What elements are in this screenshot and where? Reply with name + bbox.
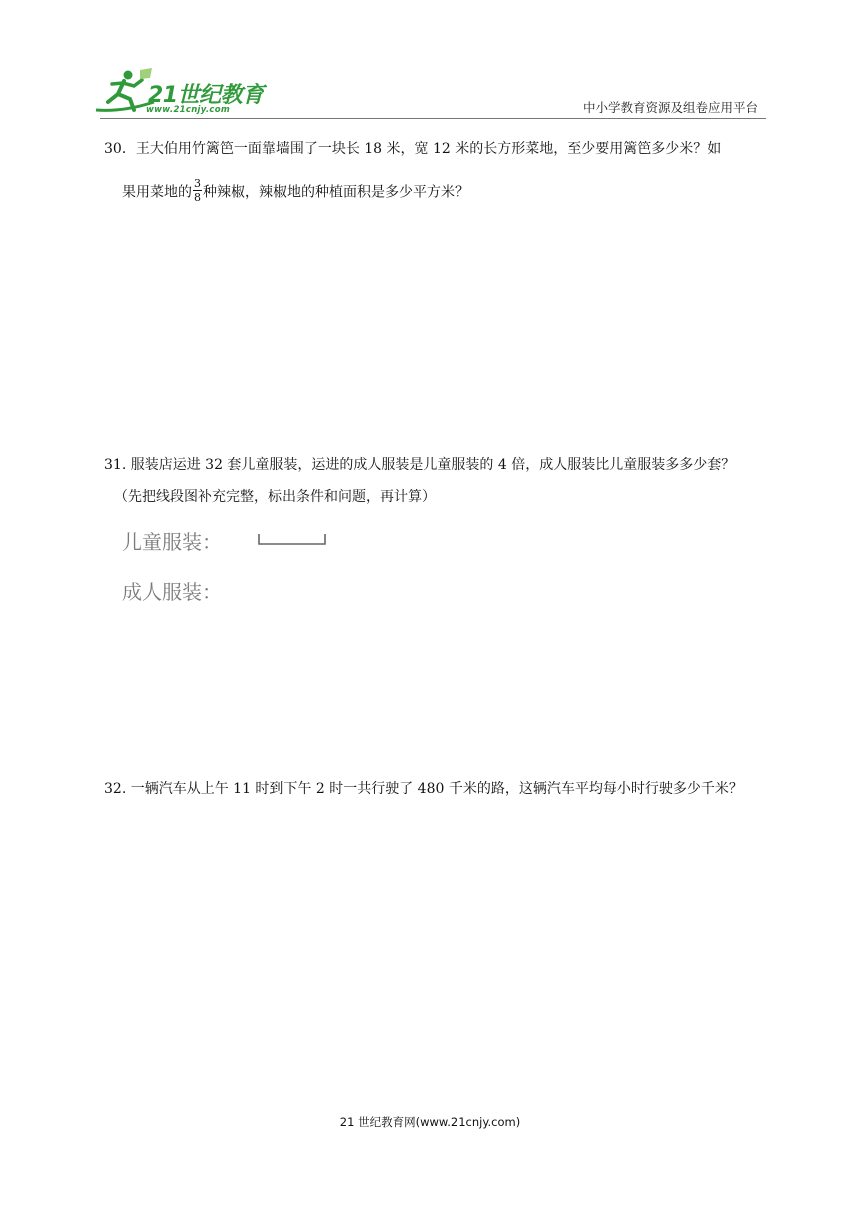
logo-text: 21世纪教育 bbox=[148, 83, 264, 108]
logo-url: www.21cnjy.com bbox=[146, 105, 230, 115]
platform-name: 中小学教育资源及组卷应用平台 bbox=[582, 100, 758, 115]
question-30-text-before-fraction: 果用菜地的 bbox=[122, 184, 192, 201]
segment-label-child-clothing: 儿童服装： bbox=[122, 530, 222, 554]
child-clothing-segment bbox=[258, 532, 326, 546]
question-30-line-2 bbox=[122, 177, 469, 205]
question-32-line-1: 32. 一辆汽车从上午 11 时到下午 2 时一共行驶了 480 千米的路，这辆汽车平均每小时行驶多少千米？ bbox=[104, 781, 743, 797]
page-footer: 21 世纪教育网(www.21cnjy.com) bbox=[339, 1115, 521, 1129]
fraction-three-eighths: $\frac{3}{8}$ bbox=[194, 177, 201, 204]
question-30-line-1: 30．王大伯用竹篱笆一面靠墙围了一块长 18 米，宽 12 米的长方形菜地，至少要用篱笆多少米？如 bbox=[104, 141, 722, 157]
question-30-text-after-fraction: 种辣椒，辣椒地的种植面积是多少平方米？ bbox=[203, 184, 469, 201]
header-divider bbox=[100, 118, 766, 119]
segment-label-adult-clothing: 成人服装： bbox=[122, 580, 222, 604]
question-31-line-1: 31. 服装店运进 32 套儿童服装，运进的成人服装是儿童服装的 4 倍，成人服装比儿童服装多多少套？ bbox=[104, 457, 736, 473]
question-31-line-2: （先把线段图补充完整，标出条件和问题，再计算） bbox=[114, 489, 436, 505]
